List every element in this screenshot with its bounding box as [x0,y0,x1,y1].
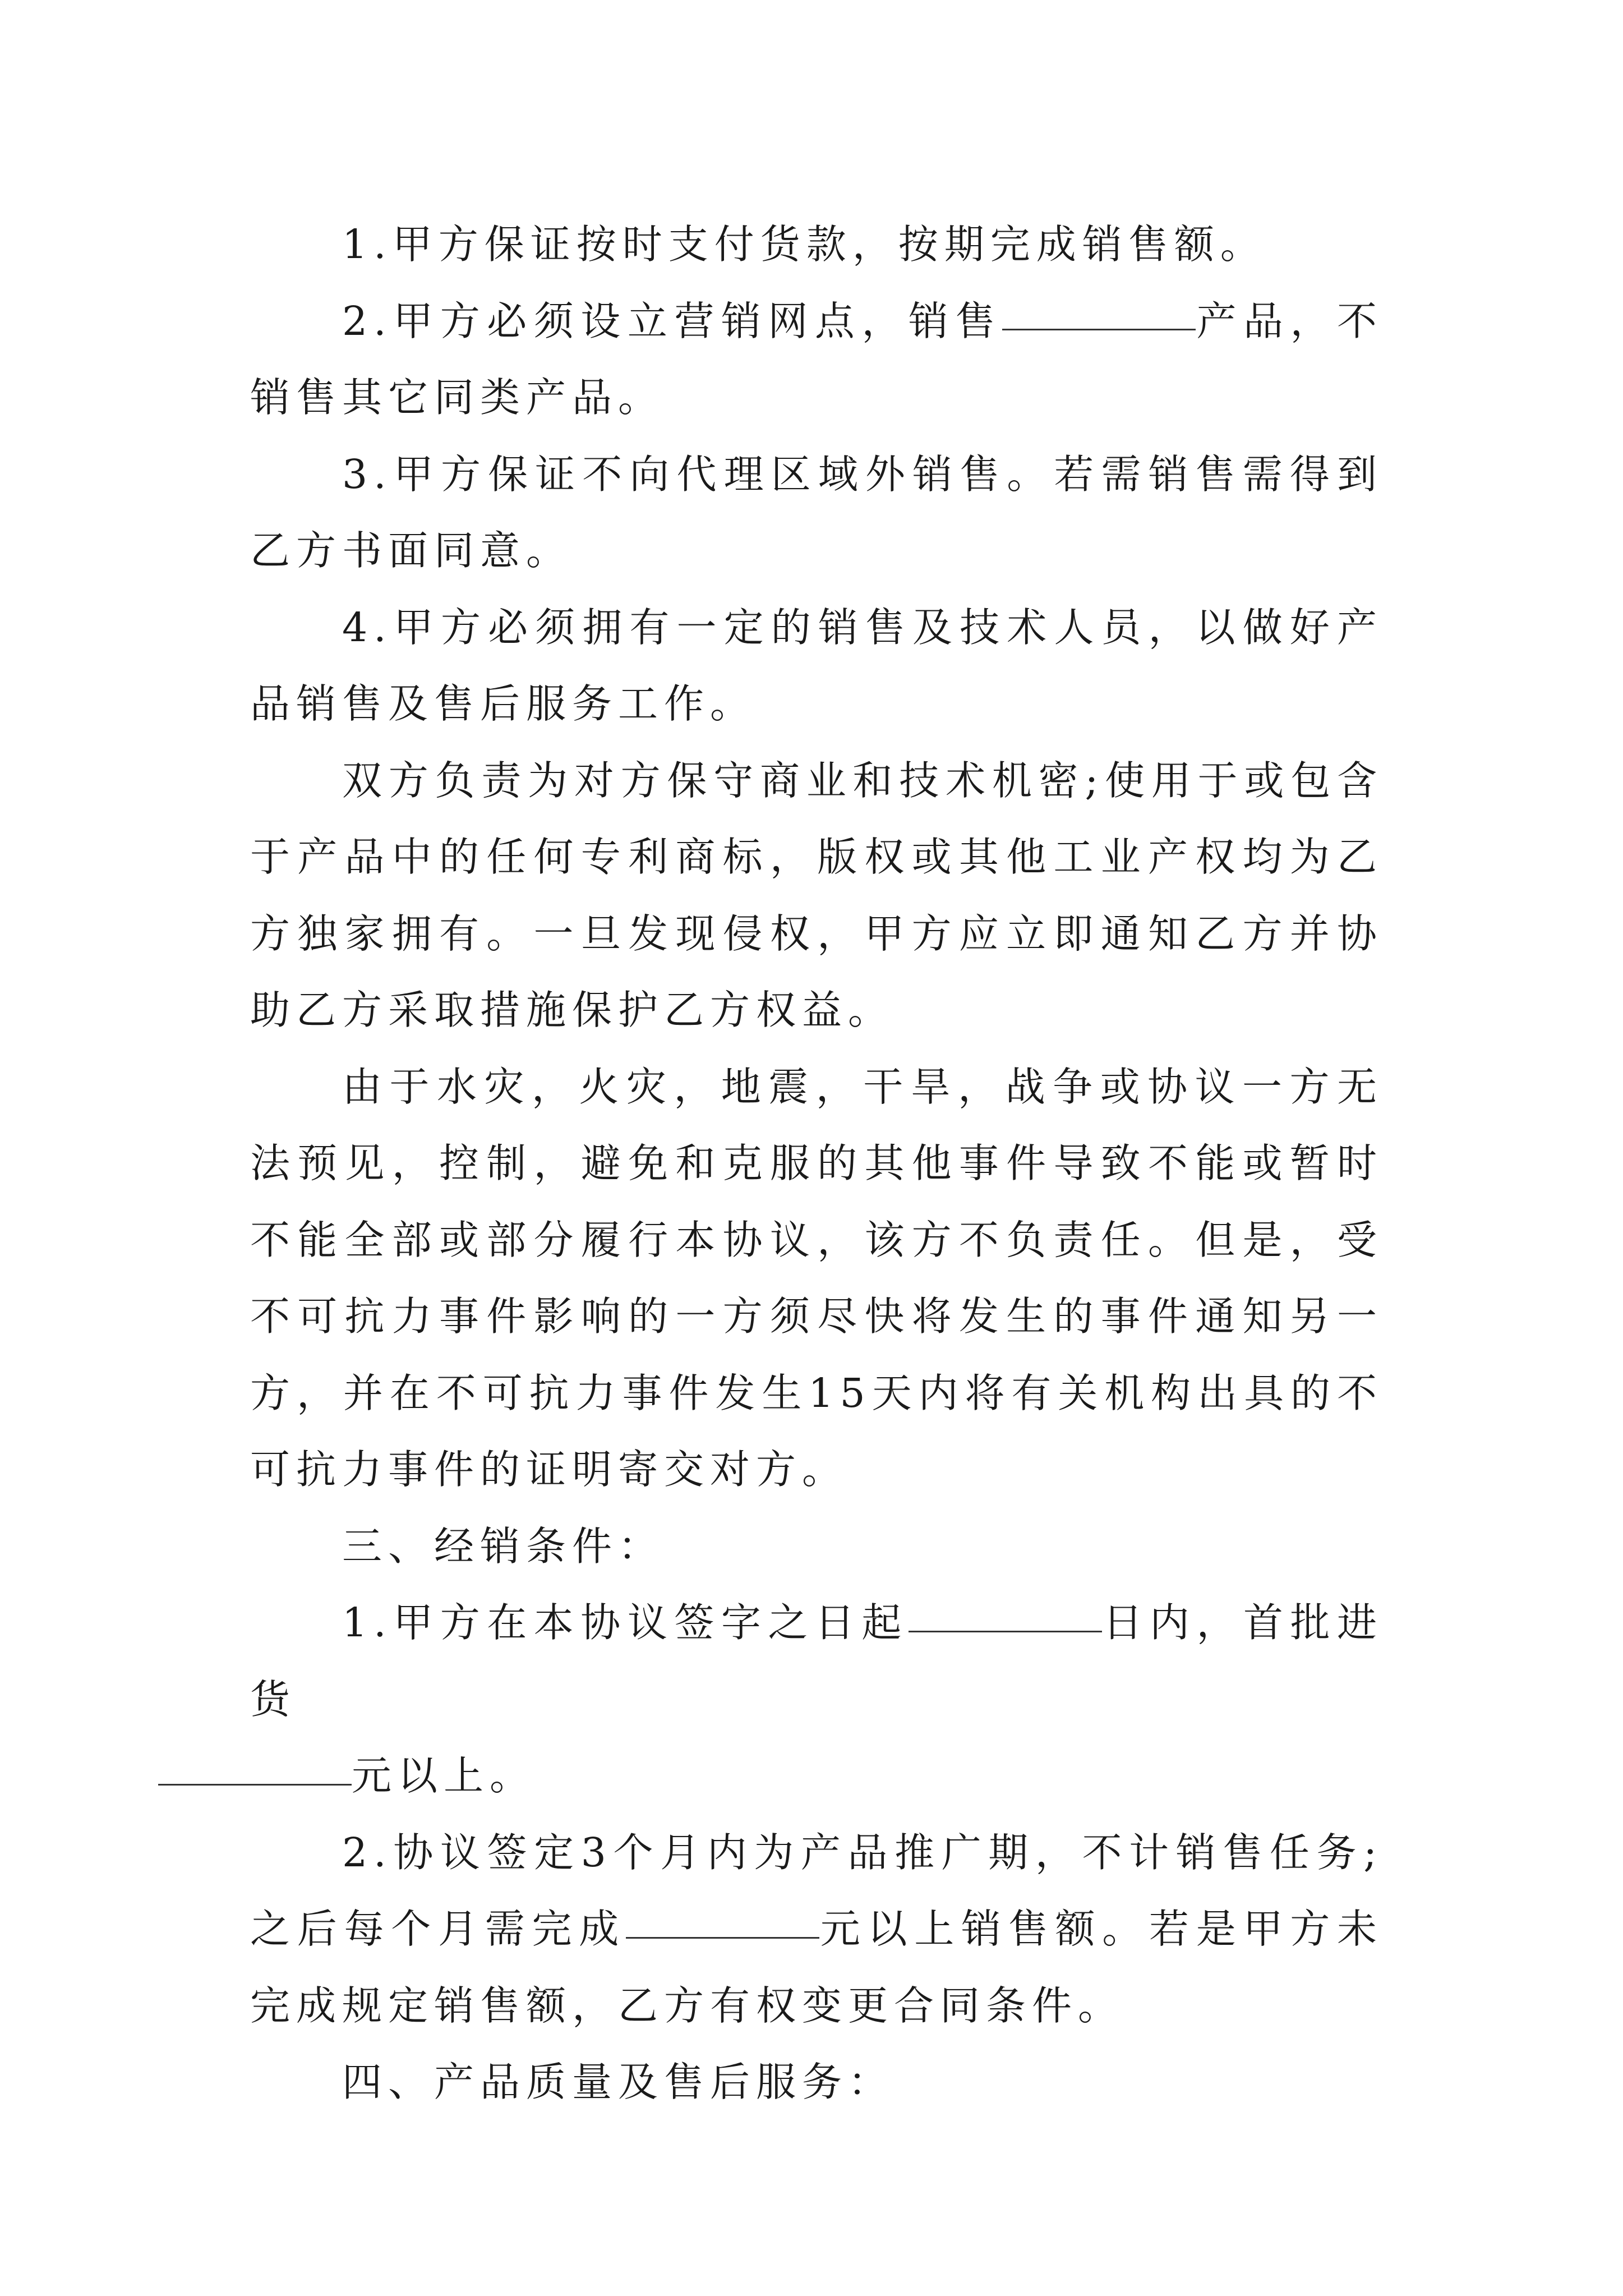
clause-4-text: 4.甲方必须拥有一定的销售及技术人员，以做好产品销售及售后服务工作。 [250,604,1383,727]
clause-1 [250,206,1383,283]
clause-2 [250,283,1383,436]
condition-1 [250,1585,1383,1815]
condition-1-text-c: 元以上。 [352,1752,536,1799]
condition-2-text-a: 2.协议签定3个月内为产品推广期，不计销售任务;之后每个月需完成 [250,1829,1383,1952]
confidentiality-paragraph [250,743,1383,1049]
condition-1-text-a: 1.甲方在本协议签字之日起 [342,1599,909,1646]
force-majeure-text: 由于水灾，火灾，地震，干旱，战争或协议一方无法预见，控制，避免和克服的其他事件导致不能或暂时不能全部或部分履行本协议，该方不负责任。但是，受不可抗力事件影响的一方须尽快将发生的事件通知另一方，并在不可抗力事件发生15天内将有关机构出具的不可抗力事件的证明寄交对方。 [250,1063,1383,1493]
clause-3-text: 3.甲方保证不向代理区域外销售。若需销售需得到乙方书面同意。 [250,450,1383,574]
section-heading-4 [250,2044,1383,2121]
section-heading-4-text: 四、产品质量及售后服务： [342,2059,895,2105]
fill-in-blank [909,1630,1102,1632]
condition-1-text-b: 日内，首批进货 [250,1599,1383,1723]
clause-2-text-b: 产品，不销售其它同类产品。 [250,297,1383,421]
clause-4 [250,590,1383,743]
confidentiality-text: 双方负责为对方保守商业和技术机密;使用于或包含于产品中的任何专利商标，版权或其他工业产权均为乙方独家拥有。一旦发现侵权，甲方应立即通知乙方并协助乙方采取措施保护乙方权益。 [250,757,1383,1033]
force-majeure-paragraph [250,1049,1383,1508]
section-heading-3-text: 三、经销条件： [342,1522,665,1570]
fill-in-blank [158,1783,352,1786]
clause-2-text-a: 2.甲方必须设立营销网点，销售 [342,297,1002,344]
clause-3 [250,436,1383,590]
fill-in-blank [626,1936,819,1939]
clause-1-text: 1.甲方保证按时支付货款，按期完成销售额。 [342,221,1266,268]
condition-2 [250,1815,1383,2045]
fill-in-blank [1002,328,1196,330]
condition-2-text-b: 元以上销售额。若是甲方未完成规定销售额，乙方有权变更合同条件。 [250,1906,1383,2029]
document-body [250,206,1383,2121]
section-heading-3 [250,1508,1383,1585]
